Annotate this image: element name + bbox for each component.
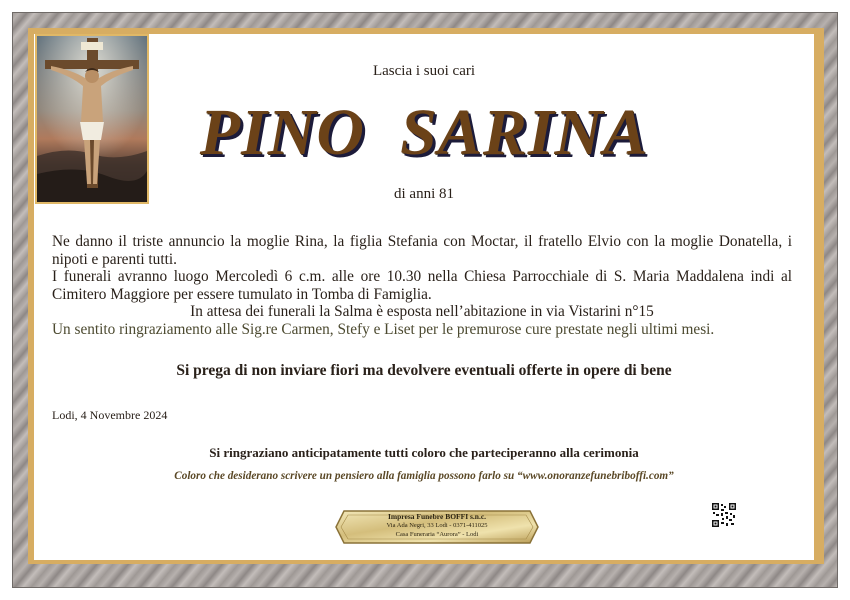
viewing-paragraph: In attesa dei funerali la Salma è esposta nell’abitazione in via Vistarini n°15 <box>190 303 654 320</box>
funeral-paragraph: I funerali avranno luogo Mercoledì 6 c.m. alle ore 10.30 nella Chiesa Parrocchiale di S. Maria Maddalena indi al Cimitero Maggiore per essere tumulato in Tomba di Famiglia. <box>52 268 792 303</box>
acknowledgement-paragraph: Un sentito ringraziamento alle Sig.re Carmen, Stefy e Liset per le premurose cure prestate negli ultimi mesi. <box>52 320 715 338</box>
donation-appeal: Si prega di non inviare fiori ma devolvere eventuali offerte in opere di bene <box>176 362 672 379</box>
announcement-body <box>52 233 792 338</box>
opening-line: Lascia i suoi cari <box>372 63 476 79</box>
qr-code-icon[interactable] <box>712 503 736 527</box>
funeral-home-address: Via Ada Negri, 33 Lodi - 0371-411025 <box>386 522 488 529</box>
deceased-name: PINO SARINA <box>199 96 649 169</box>
funeral-home-plaque <box>334 508 540 546</box>
notice-date: Lodi, 4 Novembre 2024 <box>52 408 168 422</box>
thanks-line: Si ringraziano anticipatamente tutti coloro che parteciperanno alla cerimonia <box>209 445 639 460</box>
funeral-home-name: Impresa Funebre BOFFI s.n.c. <box>387 512 487 521</box>
deceased-age: di anni 81 <box>394 186 454 202</box>
funeral-home-house: Casa Funeraria “Aurora” - Lodi <box>395 531 479 538</box>
online-message-line: Coloro che desiderano scrivere un pensiero alla famiglia possono farlo su “www.onoranzefunebriboffi.com” <box>174 470 674 482</box>
family-paragraph: Ne danno il triste annuncio la moglie Rina, la figlia Stefania con Moctar, il fratello Elvio con la moglie Donatella, i nipoti e parenti tutti. <box>52 233 792 268</box>
